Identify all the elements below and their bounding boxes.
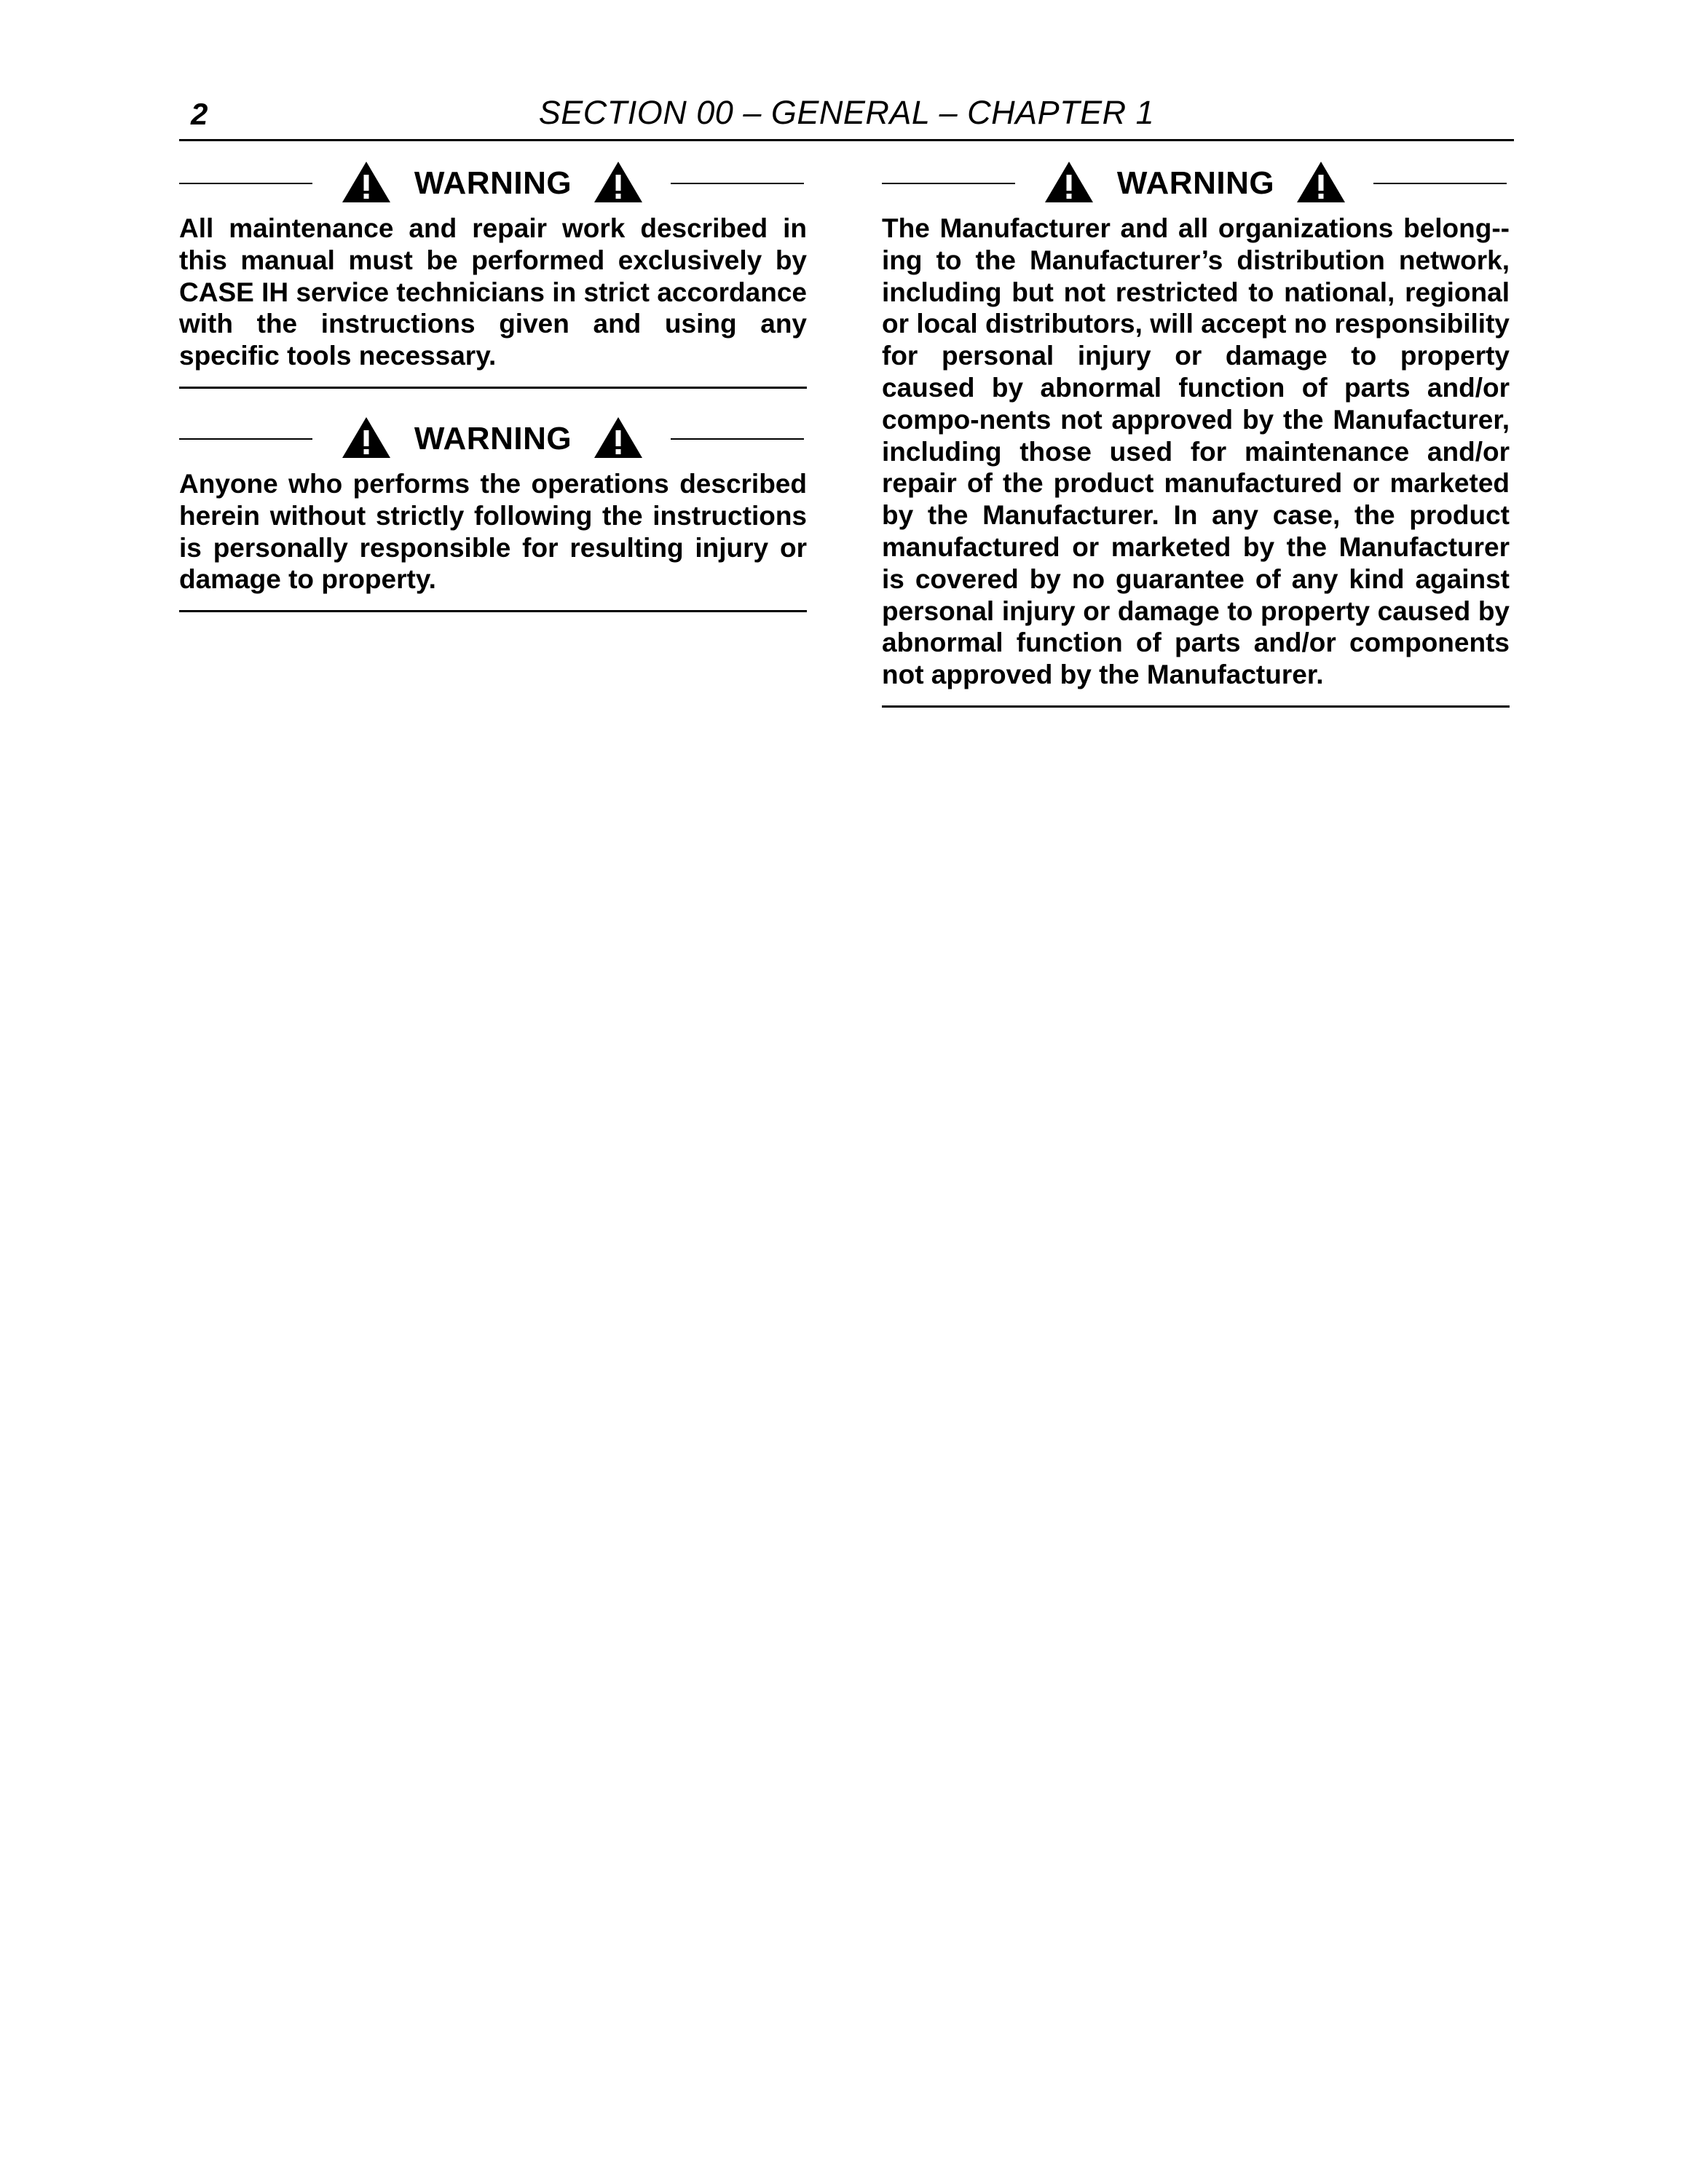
warning-text: The Manufacturer and all organizations belong-ing to the Manufacturer’s distribution network, including but not restricted to national, regional or local distributors, will accept no responsibility for personal injury or damage to property caused by abnormal function of parts and/or compo-nents not approved by the Manufacturer, including those used for maintenance and/or repair of the product manufactured or marketed by the Manufacturer. In any case, the product manufactured or marketed by the Manufacturer is covered by no guarantee of any kind against personal injury or damage to property caused by abnormal function of parts and/or components not approved by the Manufacturer. <box>882 213 1510 690</box>
page-header <box>179 89 1514 140</box>
warning-triangle-icon <box>593 416 644 459</box>
warning-label: WARNING <box>1116 165 1275 201</box>
section-title: SECTION 00 – GENERAL – CHAPTER 1 <box>538 94 1155 131</box>
warning-box <box>179 416 807 612</box>
warning-bottom-rule <box>179 387 807 389</box>
warning-bottom-rule <box>179 610 807 612</box>
header-rule <box>179 139 1514 141</box>
warning-bottom-rule <box>882 705 1510 708</box>
warning-text: Anyone who performs the operations described herein without strictly following the instructions is personally responsible for resulting injury or damage to property. <box>179 469 807 595</box>
warning-heading <box>882 160 1510 205</box>
warning-heading <box>179 160 807 205</box>
heading-rule-right <box>671 438 804 440</box>
page-number: 2 <box>191 97 208 131</box>
heading-rule-right <box>1373 183 1507 184</box>
warning-triangle-icon <box>593 160 644 204</box>
warning-box <box>179 160 807 389</box>
warning-heading <box>179 416 807 461</box>
warning-label: WARNING <box>414 165 572 201</box>
heading-rule-right <box>671 183 804 184</box>
warning-text: All maintenance and repair work described in this manual must be performed exclusively by CASE IH service technicians in strict accordance with the instructions given and using any specific tools necessary. <box>179 213 807 371</box>
warning-box <box>882 160 1510 708</box>
warning-label: WARNING <box>414 421 572 456</box>
warning-triangle-icon <box>1295 160 1346 204</box>
